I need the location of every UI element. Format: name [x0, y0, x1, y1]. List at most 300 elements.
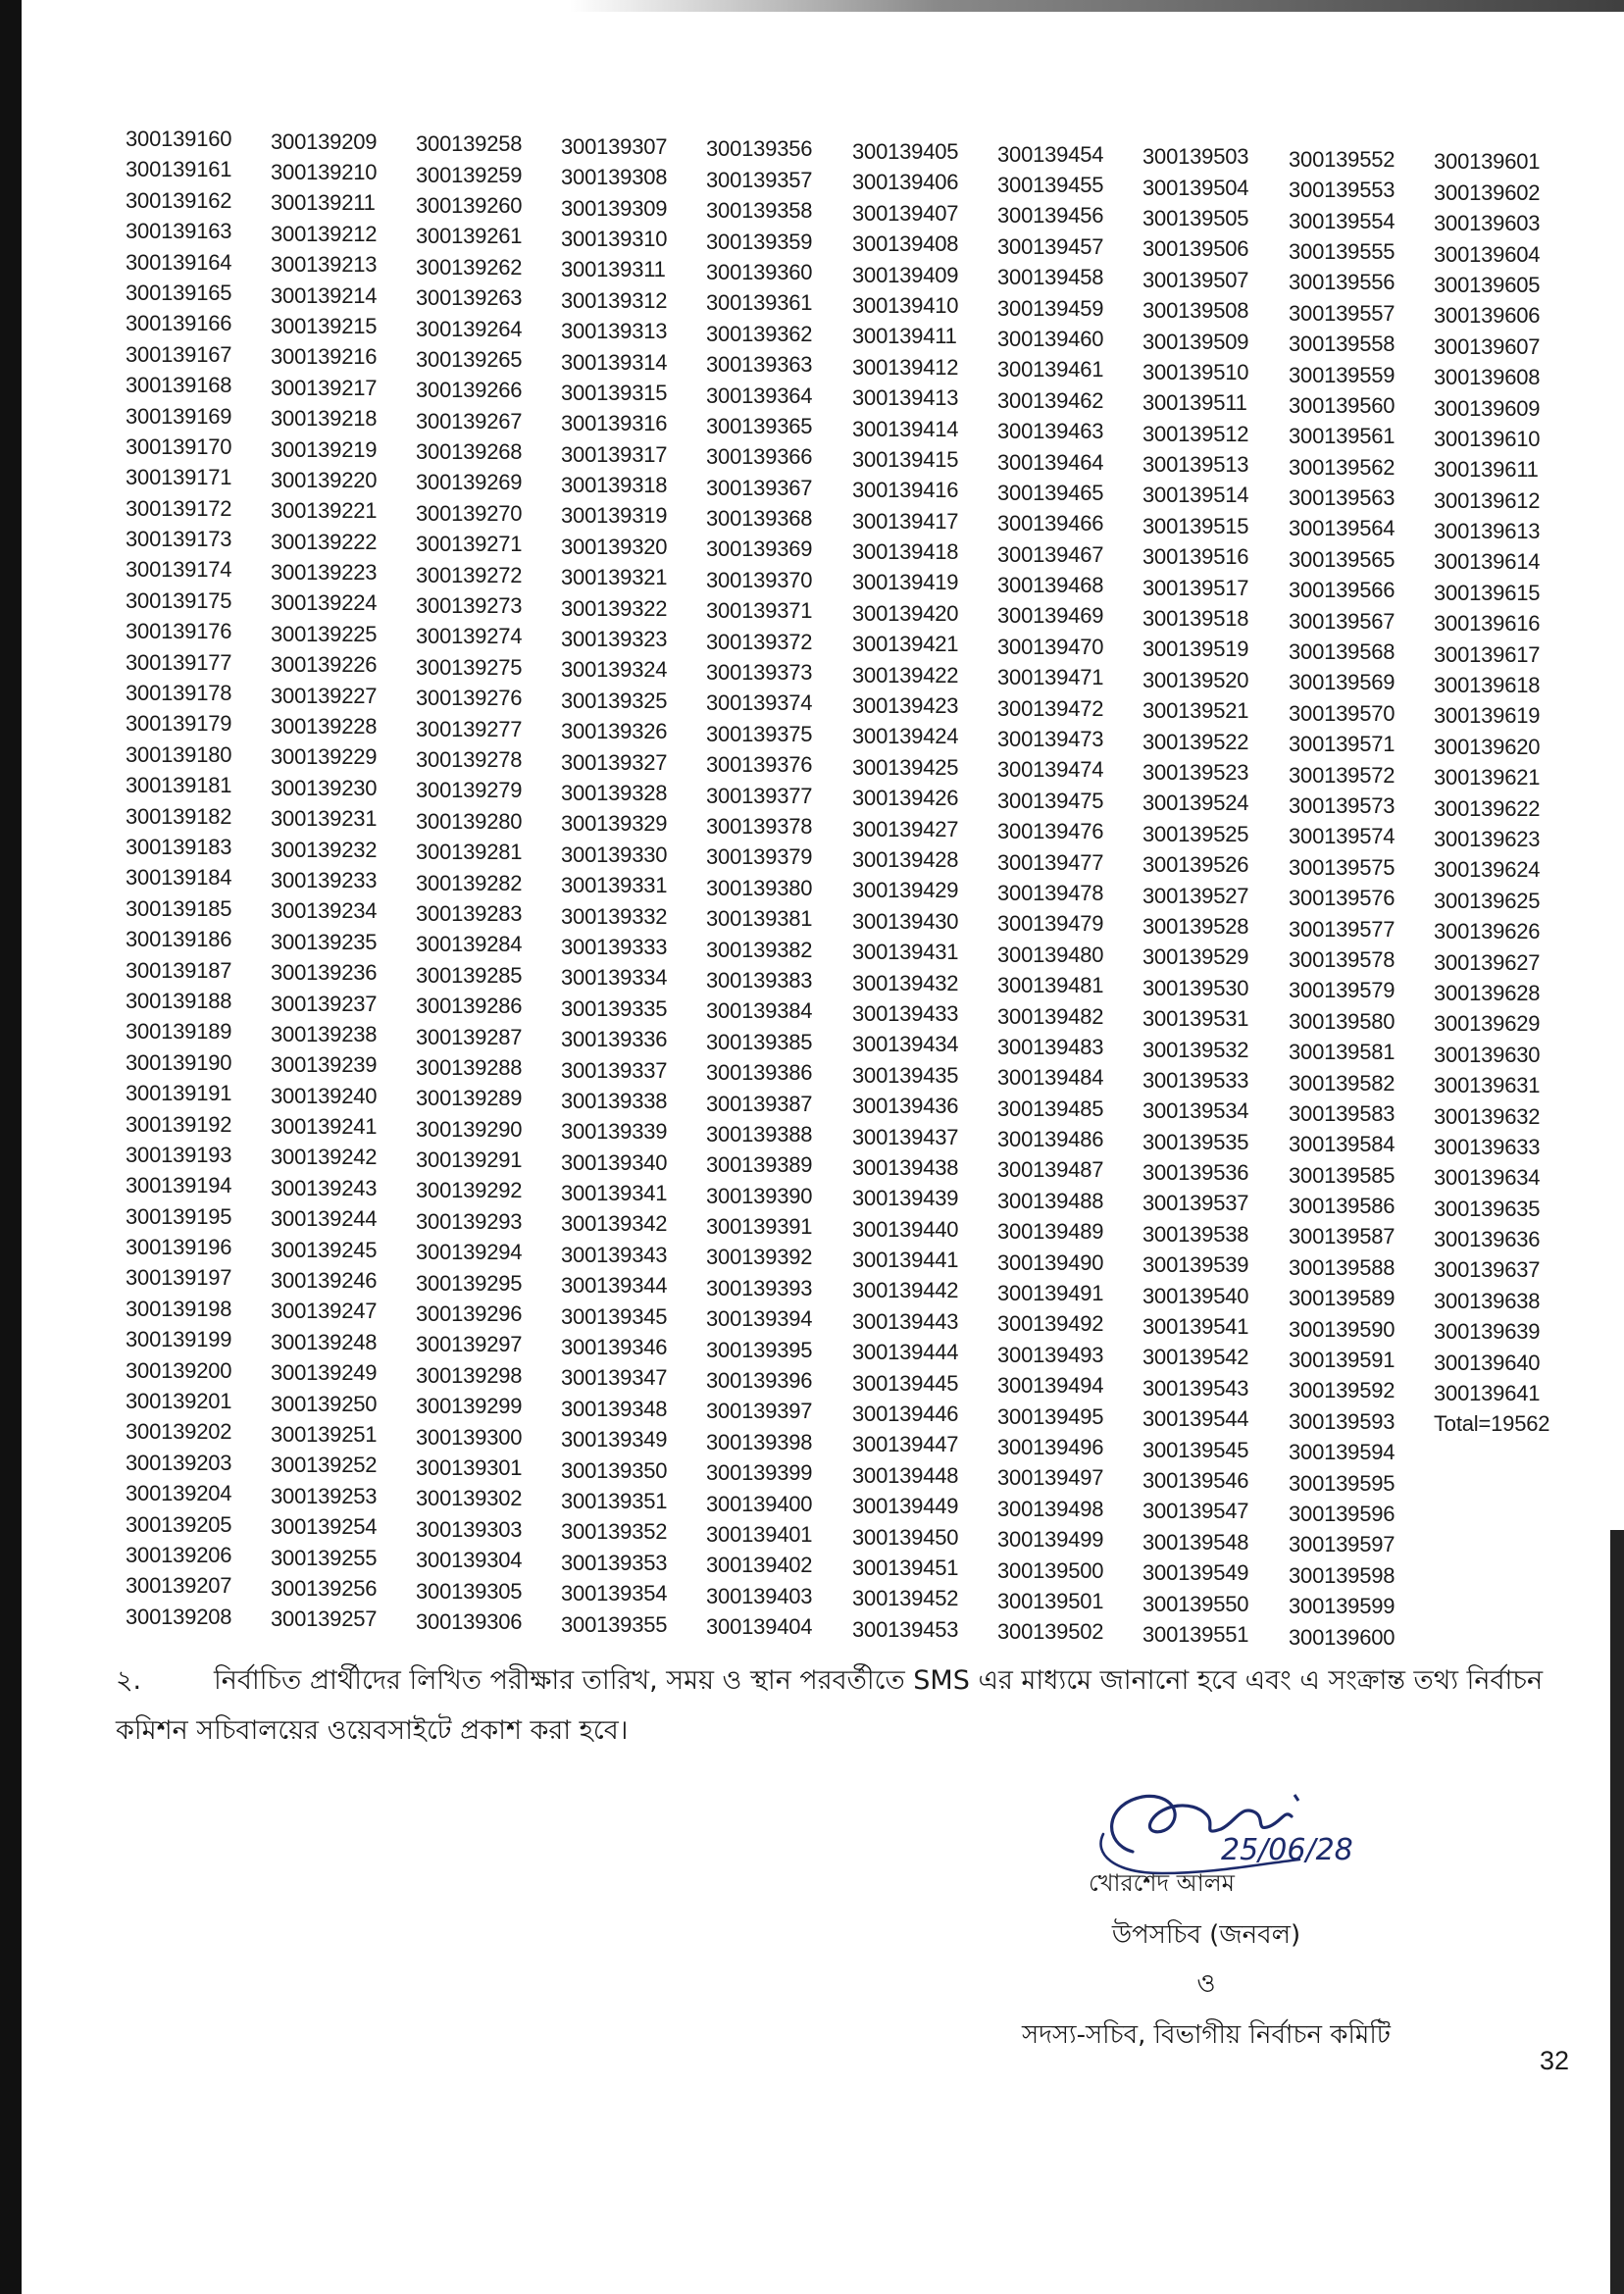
roll-number: 300139390	[706, 1183, 813, 1208]
roll-number: 300139403	[706, 1583, 813, 1608]
roll-number: 300139309	[561, 195, 668, 221]
roll-number: 300139280	[416, 808, 523, 834]
roll-number: 300139520	[1142, 667, 1249, 692]
roll-number: 300139499	[997, 1527, 1104, 1553]
roll-number: 300139220	[271, 467, 378, 492]
roll-number: 300139237	[271, 991, 378, 1016]
roll-column	[706, 133, 863, 1642]
roll-number: 300139443	[852, 1308, 959, 1334]
roll-number: 300139299	[416, 1394, 523, 1419]
roll-number: 300139355	[561, 1611, 668, 1637]
roll-number: 300139340	[561, 1149, 668, 1175]
signatory-name: খোরশেদ আলম	[1089, 1869, 1235, 1897]
roll-number: 300139482	[997, 1003, 1104, 1029]
roll-number: 300139598	[1289, 1562, 1396, 1588]
roll-number: 300139469	[997, 603, 1104, 629]
roll-number: 300139501	[997, 1588, 1104, 1613]
roll-number: 300139394	[706, 1306, 813, 1332]
roll-number: 300139539	[1142, 1252, 1249, 1278]
roll-number: 300139405	[852, 139, 959, 164]
roll-number: 300139333	[561, 934, 668, 959]
roll-number: 300139296	[416, 1301, 523, 1327]
roll-number: 300139295	[416, 1270, 523, 1296]
roll-number: 300139349	[561, 1427, 668, 1453]
roll-number: 300139193	[126, 1142, 232, 1167]
roll-number: 300139449	[852, 1494, 959, 1519]
roll-number: 300139436	[852, 1094, 959, 1119]
roll-number: 300139582	[1289, 1070, 1396, 1096]
roll-number: 300139363	[706, 352, 813, 378]
notice-text: নির্বাচিত প্রার্থীদের লিখিত পরীক্ষার তারিখ, সময় ও স্থান পরবর্তীতে SMS এর মাধ্যমে জানানো হবে এবং এ সংক্রান্ত তথ্য নির্বাচন কমিশন সচিবালয়ের ওয়েবসাইটে প্রকাশ করা হবে।	[116, 1665, 1544, 1746]
roll-number: 300139632	[1434, 1103, 1541, 1129]
roll-number: 300139285	[416, 962, 523, 988]
roll-number: 300139382	[706, 937, 813, 962]
roll-number: 300139352	[561, 1519, 668, 1545]
roll-number: 300139386	[706, 1060, 813, 1086]
roll-number: 300139414	[852, 416, 959, 441]
roll-number: 300139486	[997, 1127, 1104, 1152]
roll-number: 300139465	[997, 480, 1104, 505]
roll-number: 300139171	[126, 465, 232, 490]
roll-number: 300139361	[706, 290, 813, 316]
roll-number: 300139617	[1434, 641, 1541, 667]
roll-number: 300139318	[561, 473, 668, 498]
roll-number: 300139612	[1434, 487, 1541, 513]
roll-number: 300139536	[1142, 1160, 1249, 1186]
roll-column	[416, 128, 573, 1637]
roll-number: 300139165	[126, 280, 232, 305]
roll-number: 300139290	[416, 1116, 523, 1142]
roll-number: 300139218	[271, 406, 378, 432]
roll-number: 300139196	[126, 1235, 232, 1260]
roll-number: 300139211	[271, 190, 376, 216]
roll-number: 300139241	[271, 1114, 378, 1140]
roll-number: 300139347	[561, 1365, 668, 1391]
roll-number: 300139266	[416, 378, 523, 403]
roll-number: 300139173	[126, 527, 232, 552]
roll-number: 300139175	[126, 587, 232, 613]
roll-number: 300139278	[416, 747, 523, 772]
roll-number: 300139484	[997, 1065, 1104, 1091]
roll-number: 300139466	[997, 511, 1104, 536]
roll-number: 300139510	[1142, 359, 1249, 384]
roll-number: 300139616	[1434, 611, 1541, 637]
roll-number: 300139221	[271, 498, 378, 524]
roll-number: 300139590	[1289, 1316, 1396, 1342]
roll-number: 300139605	[1434, 272, 1541, 297]
roll-number: 300139511	[1142, 390, 1247, 416]
roll-number: 300139170	[126, 433, 232, 459]
roll-number: 300139379	[706, 844, 813, 870]
roll-number: 300139298	[416, 1362, 523, 1388]
roll-number: 300139177	[126, 649, 232, 675]
roll-number: 300139508	[1142, 298, 1249, 324]
roll-number: 300139160	[126, 127, 232, 151]
roll-number: 300139530	[1142, 975, 1249, 1000]
roll-number: 300139264	[416, 316, 523, 341]
roll-number: 300139335	[561, 995, 668, 1021]
roll-number: 300139392	[706, 1245, 813, 1270]
roll-number: 300139564	[1289, 516, 1396, 541]
roll-number: 300139269	[416, 470, 523, 495]
signatory-role: সদস্য-সচিব, বিভাগীয় নির্বাচন কমিটি	[1022, 2020, 1391, 2050]
roll-number: 300139343	[561, 1242, 668, 1267]
roll-number: 300139412	[852, 354, 959, 380]
roll-number: 300139321	[561, 565, 668, 590]
roll-number: 300139431	[852, 940, 959, 965]
roll-number: 300139446	[852, 1402, 959, 1427]
roll-number: 300139609	[1434, 395, 1541, 421]
roll-number: 300139424	[852, 724, 959, 749]
roll-number: 300139406	[852, 170, 959, 195]
roll-number: 300139240	[271, 1083, 378, 1108]
roll-number: 300139624	[1434, 857, 1541, 883]
roll-number: 300139245	[271, 1237, 378, 1262]
roll-number: 300139341	[561, 1181, 668, 1206]
roll-number: 300139633	[1434, 1134, 1541, 1159]
roll-number: 300139509	[1142, 329, 1249, 354]
roll-number: 300139555	[1289, 238, 1396, 264]
roll-number: 300139549	[1142, 1560, 1249, 1586]
roll-number: 300139425	[852, 754, 959, 780]
roll-number: 300139328	[561, 781, 668, 805]
roll-number: 300139255	[271, 1545, 378, 1570]
roll-number: 300139434	[852, 1032, 959, 1057]
roll-number: 300139408	[852, 231, 959, 257]
roll-number: 300139528	[1142, 913, 1249, 939]
roll-number: 300139282	[416, 870, 523, 895]
roll-number: 300139525	[1142, 821, 1249, 846]
roll-number: 300139317	[561, 441, 668, 467]
roll-number: 300139542	[1142, 1345, 1249, 1370]
roll-number: 300139344	[561, 1273, 668, 1299]
roll-number: 300139533	[1142, 1067, 1249, 1093]
roll-number: 300139437	[852, 1124, 959, 1149]
roll-number: 300139453	[852, 1616, 959, 1642]
roll-number: 300139573	[1289, 793, 1396, 818]
roll-number: 300139350	[561, 1457, 668, 1483]
roll-number: 300139302	[416, 1486, 523, 1511]
roll-number: 300139279	[416, 778, 523, 803]
roll-number: 300139356	[706, 136, 813, 162]
roll-number: 300139581	[1289, 1040, 1396, 1065]
roll-number: 300139182	[126, 803, 232, 829]
roll-number: 300139614	[1434, 549, 1541, 575]
roll-number: 300139330	[561, 841, 668, 867]
roll-number: 300139200	[126, 1357, 232, 1383]
roll-number: 300139316	[561, 411, 668, 436]
roll-number: 300139311	[561, 257, 666, 282]
roll-number: 300139595	[1289, 1470, 1396, 1496]
roll-number: 300139326	[561, 719, 668, 744]
roll-number: 300139197	[126, 1265, 232, 1291]
roll-column	[1142, 141, 1299, 1650]
roll-number: 300139541	[1142, 1314, 1249, 1340]
roll-number: 300139473	[997, 727, 1104, 752]
roll-column	[1289, 144, 1446, 1653]
notice-number: ২.	[116, 1665, 142, 1696]
roll-number: 300139367	[706, 475, 813, 500]
roll-number: 300139599	[1289, 1594, 1396, 1619]
roll-number: 300139323	[561, 627, 668, 652]
roll-number: 300139438	[852, 1154, 959, 1180]
roll-number: 300139552	[1289, 146, 1396, 172]
roll-number: 300139565	[1289, 546, 1396, 572]
roll-number: 300139283	[416, 900, 523, 926]
roll-number: 300139180	[126, 741, 232, 767]
roll-number: 300139419	[852, 570, 959, 595]
roll-number: 300139393	[706, 1275, 813, 1300]
roll-number: 300139396	[706, 1368, 813, 1394]
roll-number: 300139284	[416, 932, 523, 957]
roll-number: 300139305	[416, 1578, 523, 1604]
roll-number: 300139568	[1289, 639, 1396, 665]
roll-number: 300139559	[1289, 362, 1396, 387]
roll-number: 300139365	[706, 413, 813, 438]
roll-number: 300139547	[1142, 1499, 1249, 1524]
roll-number: 300139602	[1434, 179, 1541, 205]
roll-number: 300139502	[997, 1619, 1104, 1645]
roll-column	[561, 131, 718, 1640]
roll-number: 300139337	[561, 1057, 668, 1083]
roll-number: 300139540	[1142, 1283, 1249, 1308]
roll-number: 300139395	[706, 1337, 813, 1362]
roll-number: 300139351	[561, 1488, 668, 1513]
roll-number: 300139563	[1289, 485, 1396, 511]
roll-number: 300139400	[706, 1491, 813, 1516]
roll-number: 300139635	[1434, 1196, 1541, 1221]
roll-number: 300139223	[271, 560, 378, 586]
roll-number: 300139470	[997, 634, 1104, 659]
roll-number: 300139461	[997, 357, 1104, 382]
roll-number: 300139518	[1142, 606, 1249, 632]
roll-number: 300139521	[1142, 698, 1249, 724]
roll-number: 300139169	[126, 403, 232, 429]
roll-number: 300139262	[416, 254, 523, 280]
roll-number: 300139613	[1434, 519, 1541, 544]
roll-number: 300139256	[271, 1575, 378, 1601]
roll-number: 300139442	[852, 1278, 959, 1303]
roll-number: 300139417	[852, 508, 959, 534]
roll-number: 300139578	[1289, 946, 1396, 972]
roll-number: 300139303	[416, 1516, 523, 1542]
roll-number: 300139416	[852, 478, 959, 503]
roll-number: 300139452	[852, 1586, 959, 1611]
roll-number: 300139422	[852, 662, 959, 688]
roll-number: 300139206	[126, 1542, 232, 1567]
roll-number: 300139359	[706, 229, 813, 254]
roll-number: 300139251	[271, 1422, 378, 1447]
roll-number: 300139623	[1434, 826, 1541, 851]
roll-number: 300139370	[706, 567, 813, 592]
roll-number: 300139477	[997, 849, 1104, 875]
roll-number: 300139440	[852, 1216, 959, 1242]
roll-number: 300139301	[416, 1454, 523, 1480]
roll-number: 300139636	[1434, 1227, 1541, 1252]
roll-number: 300139634	[1434, 1165, 1541, 1191]
roll-number: 300139523	[1142, 760, 1249, 785]
roll-number: 300139620	[1434, 734, 1541, 759]
roll-number: 300139413	[852, 385, 959, 411]
roll-number: 300139450	[852, 1524, 959, 1550]
roll-number: 300139604	[1434, 241, 1541, 267]
roll-number: 300139423	[852, 693, 959, 719]
roll-number: 300139248	[271, 1329, 378, 1354]
roll-number: 300139254	[271, 1514, 378, 1540]
roll-number: 300139428	[852, 846, 959, 872]
roll-column	[271, 127, 428, 1635]
total-count: Total=19562	[1434, 1411, 1550, 1437]
roll-number: 300139339	[561, 1119, 668, 1145]
roll-number: 300139514	[1142, 483, 1249, 508]
roll-number: 300139586	[1289, 1194, 1396, 1219]
roll-number: 300139459	[997, 295, 1104, 321]
roll-number: 300139331	[561, 873, 668, 898]
roll-number: 300139526	[1142, 852, 1249, 878]
roll-number: 300139404	[706, 1614, 813, 1640]
roll-number: 300139596	[1289, 1501, 1396, 1526]
roll-number: 300139247	[271, 1299, 378, 1324]
roll-number: 300139260	[416, 192, 523, 218]
roll-number: 300139472	[997, 695, 1104, 721]
roll-number: 300139495	[997, 1403, 1104, 1429]
roll-number: 300139498	[997, 1496, 1104, 1521]
roll-number: 300139292	[416, 1178, 523, 1203]
roll-number: 300139575	[1289, 854, 1396, 880]
roll-number: 300139243	[271, 1175, 378, 1200]
roll-number: 300139497	[997, 1465, 1104, 1491]
roll-number: 300139204	[126, 1481, 232, 1506]
roll-number: 300139610	[1434, 426, 1541, 451]
roll-number: 300139373	[706, 660, 813, 686]
roll-number: 300139270	[416, 500, 523, 526]
roll-number: 300139324	[561, 657, 668, 683]
roll-number: 300139198	[126, 1296, 232, 1321]
notice-paragraph	[116, 1656, 1577, 1756]
roll-number: 300139476	[997, 819, 1104, 844]
roll-number: 300139286	[416, 994, 523, 1019]
roll-number: 300139320	[561, 534, 668, 559]
roll-number: 300139387	[706, 1091, 813, 1116]
roll-number: 300139556	[1289, 270, 1396, 295]
roll-number: 300139560	[1289, 392, 1396, 418]
roll-number: 300139576	[1289, 886, 1396, 911]
roll-number: 300139203	[126, 1450, 232, 1475]
roll-number: 300139263	[416, 285, 523, 311]
roll-number: 300139500	[997, 1557, 1104, 1583]
roll-number: 300139357	[706, 167, 813, 192]
roll-number: 300139637	[1434, 1257, 1541, 1283]
roll-number: 300139527	[1142, 883, 1249, 908]
roll-number: 300139194	[126, 1173, 232, 1198]
roll-number: 300139334	[561, 965, 668, 991]
roll-number: 300139183	[126, 834, 232, 859]
roll-number: 300139383	[706, 967, 813, 993]
roll-number: 300139493	[997, 1342, 1104, 1367]
roll-number: 300139293	[416, 1208, 523, 1234]
roll-number: 300139429	[852, 878, 959, 903]
roll-number: 300139571	[1289, 732, 1396, 757]
roll-column	[852, 136, 1009, 1645]
roll-number: 300139238	[271, 1021, 378, 1046]
roll-number: 300139213	[271, 252, 378, 278]
roll-number: 300139594	[1289, 1440, 1396, 1465]
roll-number: 300139271	[416, 532, 523, 557]
roll-number: 300139640	[1434, 1350, 1541, 1375]
roll-number: 300139310	[561, 226, 668, 251]
roll-number: 300139577	[1289, 916, 1396, 942]
roll-number: 300139464	[997, 449, 1104, 475]
roll-number: 300139371	[706, 598, 813, 624]
roll-number: 300139411	[852, 324, 957, 349]
roll-number: 300139252	[271, 1453, 378, 1478]
roll-number: 300139407	[852, 200, 959, 226]
roll-number: 300139615	[1434, 580, 1541, 605]
roll-number: 300139562	[1289, 454, 1396, 480]
roll-number: 300139230	[271, 775, 378, 800]
roll-number: 300139291	[416, 1147, 523, 1173]
roll-number: 300139166	[126, 311, 232, 336]
roll-number: 300139398	[706, 1429, 813, 1454]
roll-number: 300139420	[852, 600, 959, 626]
signatory-title: উপসচিব (জনবল)	[1111, 1920, 1301, 1950]
roll-number: 300139358	[706, 198, 813, 224]
roll-number: 300139607	[1434, 333, 1541, 359]
roll-number: 300139597	[1289, 1532, 1396, 1557]
roll-number: 300139545	[1142, 1437, 1249, 1462]
roll-number: 300139214	[271, 282, 378, 308]
roll-number: 300139384	[706, 998, 813, 1024]
roll-number: 300139619	[1434, 703, 1541, 729]
roll-number: 300139242	[271, 1145, 378, 1170]
roll-number: 300139360	[706, 259, 813, 284]
roll-number: 300139258	[416, 131, 523, 157]
roll-number: 300139253	[271, 1483, 378, 1508]
roll-number: 300139399	[706, 1460, 813, 1486]
roll-column	[1434, 146, 1591, 1439]
roll-number: 300139583	[1289, 1100, 1396, 1126]
roll-number: 300139190	[126, 1049, 232, 1075]
roll-number: 300139426	[852, 786, 959, 811]
roll-number: 300139224	[271, 590, 378, 616]
roll-number: 300139168	[126, 373, 232, 398]
roll-number: 300139389	[706, 1152, 813, 1178]
roll-number: 300139231	[271, 806, 378, 832]
roll-number: 300139217	[271, 375, 378, 400]
roll-number: 300139546	[1142, 1467, 1249, 1493]
roll-number: 300139471	[997, 665, 1104, 690]
roll-number: 300139222	[271, 529, 378, 554]
roll-number: 300139551	[1142, 1621, 1249, 1647]
roll-number: 300139492	[997, 1311, 1104, 1337]
roll-number: 300139202	[126, 1419, 232, 1445]
roll-number: 300139515	[1142, 513, 1249, 538]
roll-number: 300139457	[997, 233, 1104, 259]
roll-number: 300139435	[852, 1062, 959, 1088]
roll-number: 300139433	[852, 1000, 959, 1026]
roll-number: 300139174	[126, 557, 232, 583]
roll-number: 300139456	[997, 203, 1104, 229]
roll-number: 300139467	[997, 541, 1104, 567]
roll-number: 300139569	[1289, 670, 1396, 695]
roll-number: 300139195	[126, 1203, 232, 1229]
roll-number: 300139506	[1142, 236, 1249, 262]
roll-number: 300139289	[416, 1086, 523, 1111]
roll-number: 300139621	[1434, 765, 1541, 790]
roll-number: 300139585	[1289, 1162, 1396, 1188]
roll-number: 300139628	[1434, 980, 1541, 1005]
roll-number: 300139441	[852, 1248, 959, 1273]
